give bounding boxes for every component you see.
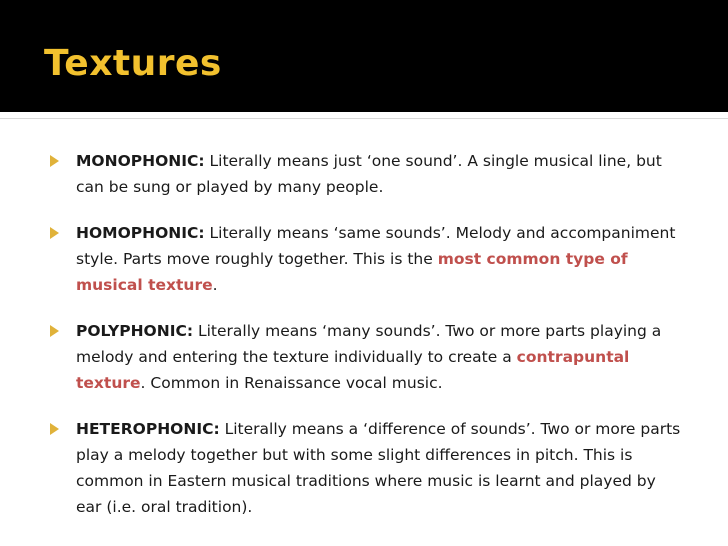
bullet-term: MONOPHONIC: bbox=[76, 152, 205, 170]
bullet-term: POLYPHONIC: bbox=[76, 322, 194, 340]
bullet-text: Literally means just ‘one sound’. A single musical line, but can be sung or played by many people. bbox=[76, 152, 662, 196]
triangle-bullet-icon bbox=[50, 155, 59, 167]
title-bar bbox=[0, 0, 728, 112]
bullet-text: Literally means ‘same sounds’. Melody and accompaniment style. Parts move roughly together. This is the bbox=[76, 224, 676, 268]
bullet-text-end: . Common in Renaissance vocal music. bbox=[140, 374, 443, 392]
bullet-text-end: . bbox=[212, 276, 218, 294]
triangle-bullet-icon bbox=[50, 325, 59, 337]
bullet-list bbox=[46, 148, 686, 540]
bullet-item-heterophonic bbox=[46, 416, 686, 520]
triangle-bullet-icon bbox=[50, 227, 59, 239]
bullet-text: Literally means a ‘difference of sounds’. Two or more parts play a melody together but with some slight differences in pitch. This is common in Eastern musical traditions where music is learnt and played by ear (i.e. oral tradition). bbox=[76, 420, 681, 516]
bullet-item-homophonic bbox=[46, 220, 686, 298]
bullet-text: Literally means ‘many sounds’. Two or more parts playing a melody and entering the texture individually to create a bbox=[76, 322, 662, 366]
bullet-highlight: contrapuntal texture bbox=[76, 348, 630, 392]
title-divider bbox=[0, 112, 728, 119]
bullet-term: HETEROPHONIC: bbox=[76, 420, 220, 438]
bullet-term: HOMOPHONIC: bbox=[76, 224, 205, 242]
slide-title: Textures bbox=[44, 43, 222, 84]
bullet-highlight: most common type of musical texture bbox=[76, 250, 628, 294]
bullet-item-monophonic bbox=[46, 148, 686, 200]
bullet-item-polyphonic bbox=[46, 318, 686, 396]
triangle-bullet-icon bbox=[50, 423, 59, 435]
